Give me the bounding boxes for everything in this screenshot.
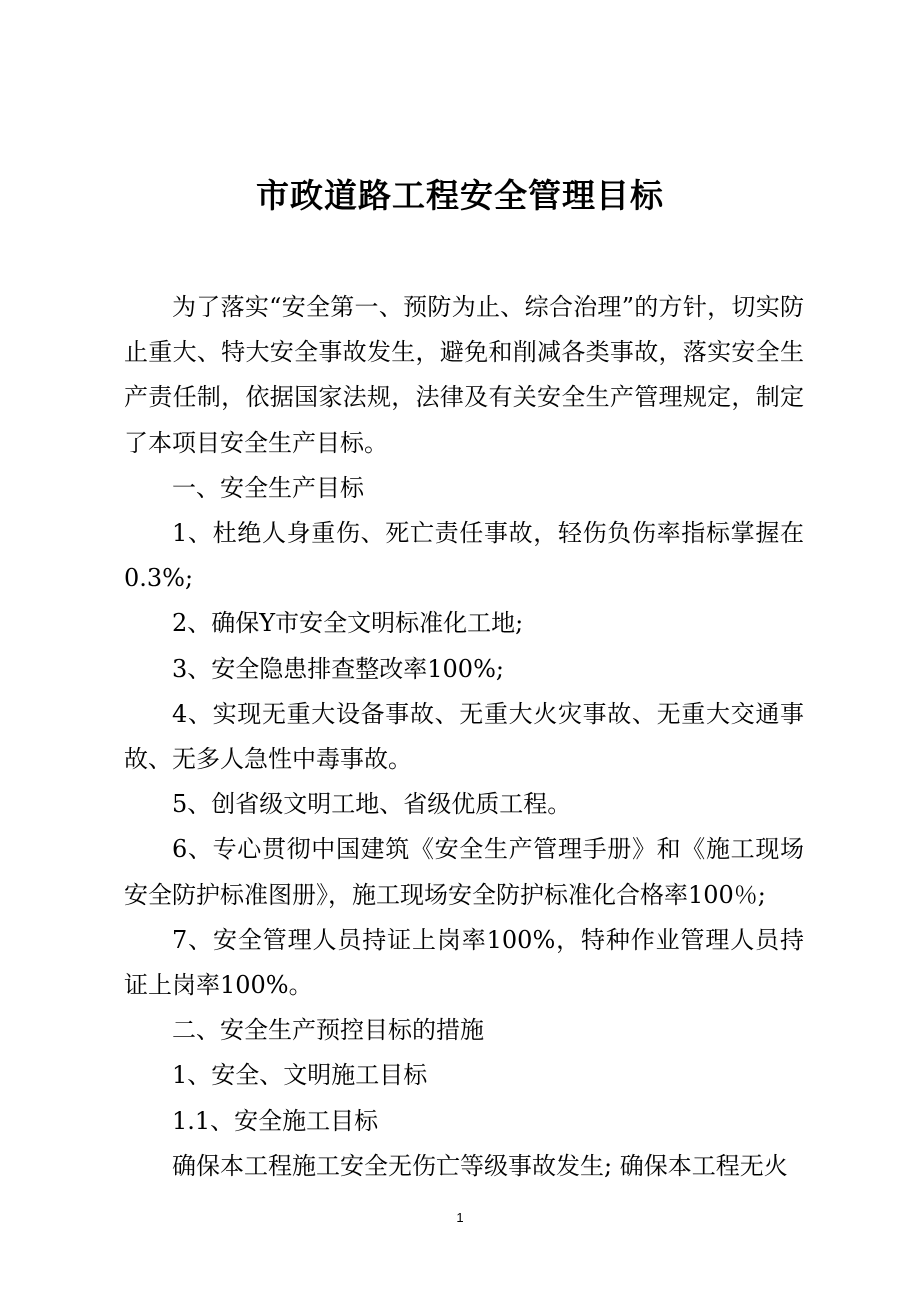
list-item-goal-5: 5、创省级文明工地、省级优质工程。 (172, 790, 572, 819)
list-item-goal-7: 7、安全管理人员持证上岗率100%，特种作业管理人员持证上岗率100%。 (124, 925, 804, 1000)
subsection-heading-safe-construction: 1.1、安全施工目标 (172, 1106, 379, 1135)
paragraph-intro: 为了落实“安全第一、预防为止、综合治理”的方针，切实防止重大、特大安全事故发生，避免和削减各类事故，落实安全生产责任制，依据国家法规，法律及有关安全生产管理规定，制定了本项目安全生产目标。 (124, 293, 804, 457)
list-item-goal-6: 6、专心贯彻中国建筑《安全生产管理手册》和《施工现场安全防护标准图册》，施工现场安全防护标准化合格率100％; (124, 835, 804, 909)
section-heading-measures: 二、安全生产预控目标的措施 (172, 1016, 484, 1045)
list-item-goal-3: 3、安全隐患排查整改率100%; (172, 654, 504, 683)
list-item-goal-4: 4、实现无重大设备事故、无重大火灾事故、无重大交通事故、无多人急性中毒事故。 (124, 699, 804, 774)
list-item-goal-2: 2、确保Y市安全文明标准化工地; (172, 609, 524, 638)
section-heading-safety-goals: 一、安全生产目标 (172, 473, 364, 502)
subsection-heading-civilized-construction: 1、安全、文明施工目标 (172, 1061, 428, 1090)
document-title: 市政道路工程安全管理目标 (256, 176, 664, 215)
document-body (124, 285, 804, 1189)
paragraph-safe-construction: 确保本工程施工安全无伤亡等级事故发生; 确保本工程无火 (172, 1151, 788, 1180)
list-item-goal-1: 1、杜绝人身重伤、死亡责任事故，轻伤负伤率指标掌握在0.3%; (124, 519, 804, 593)
page-number: 1 (456, 1210, 464, 1225)
